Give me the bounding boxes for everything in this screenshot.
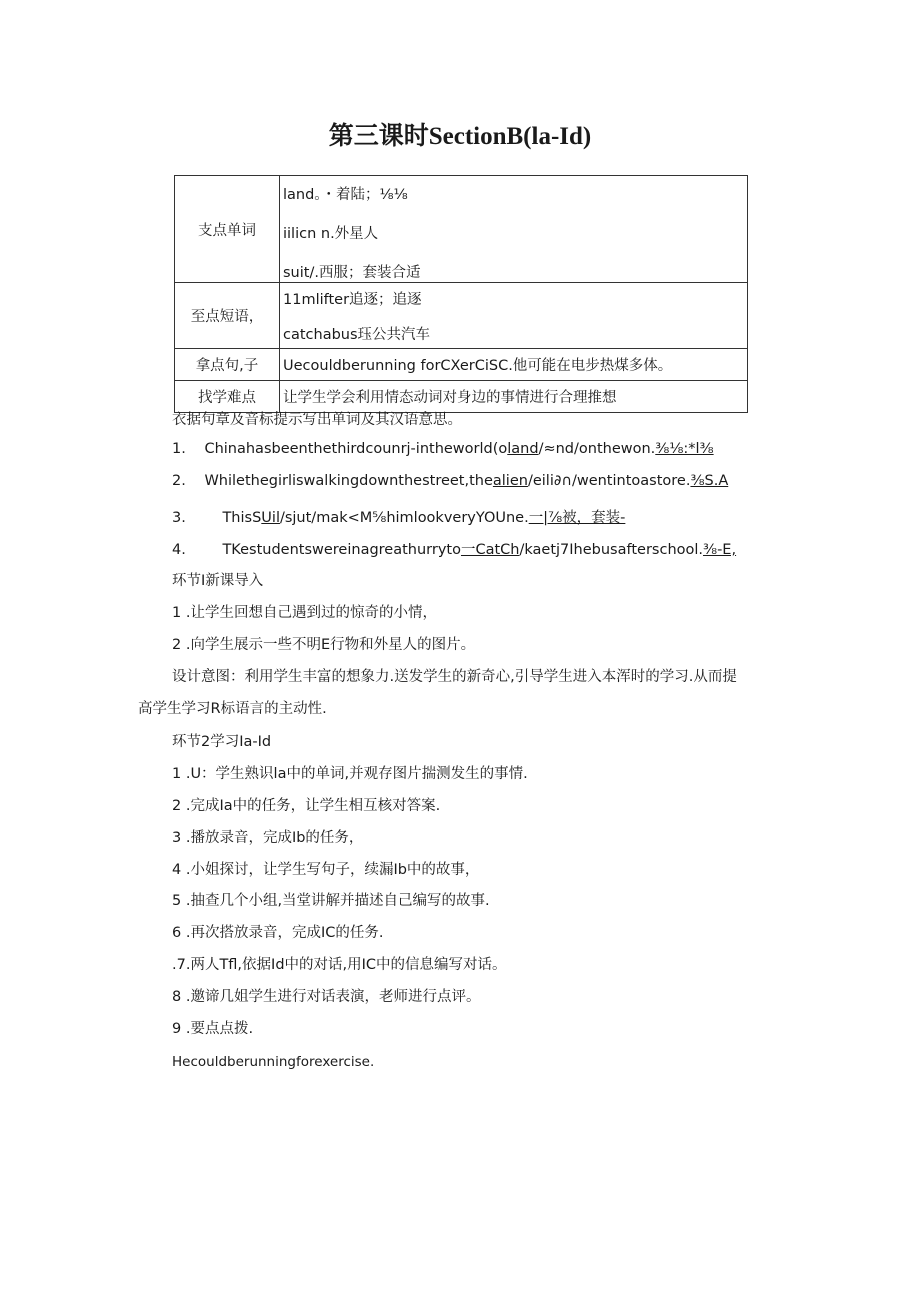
item-blank: land [507, 441, 539, 457]
item-text: /kaetj7Ihebusafterschool. [519, 542, 704, 558]
table-row [175, 349, 748, 381]
key-points-table [174, 175, 748, 413]
item-answer: ⅜S.A [690, 473, 729, 489]
item-text: /sjut/mak<M⅝himlookveryYOUne. [279, 510, 529, 526]
exercise-item [172, 506, 625, 527]
word-line: suit/.西服；套装合适 [283, 265, 421, 281]
list-item: 1 .U：学生熟识la中的单词,并观存图片揣测发生的事情. [172, 766, 528, 782]
example-sentence: Hecouldberunningforexercise. [172, 1054, 375, 1070]
list-item: .7.两人Tfl,依据Id中的对话,用IC中的信息编写对话。 [172, 957, 507, 973]
list-item: 2 .向学生展示一些不明E行物和外星人的图片。 [172, 637, 476, 653]
item-text: /eili∂∩/wentintoastore. [527, 473, 691, 489]
sentence-cell: Uecouldberunning forCXerCiSC.他可能在电步热煤多体。 [280, 349, 748, 381]
item-number: 2. [172, 473, 186, 489]
list-item: 1 .让学生回想自己遇到过的惊奇的小情， [172, 605, 437, 621]
item-answer: 一|⅞被，套装- [528, 510, 626, 526]
word-line: iilicn n.外星人 [283, 226, 379, 242]
list-item: 2 .完成Ia中的任务，让学生相互核对答案. [172, 798, 441, 814]
list-item: 5 .抽查几个小组,当堂讲解并描述自己编写的故事. [172, 893, 490, 909]
section2-heading: 环节2学习Ia-Id [172, 734, 272, 750]
table-row [175, 176, 748, 283]
design-intent-line: 高学生学习R标语言的主动性. [138, 701, 327, 717]
exercise-item [172, 441, 714, 457]
exercise-item [172, 473, 728, 489]
section1-heading: 环节I新课导入 [172, 573, 264, 589]
item-number: 3. [172, 510, 186, 526]
sentence-label: 拿点句,子 [175, 349, 280, 381]
words-cell [280, 176, 748, 283]
page-title: 第三课时SectionB(la-Id) [328, 123, 592, 150]
difficulty-label: 找学难点 [175, 381, 280, 413]
item-number: 1. [172, 441, 186, 457]
list-item: 6 .再次搭放录音，完成IC的任务. [172, 925, 384, 941]
item-text: TKestudentswereinagreathurryto [222, 542, 461, 558]
item-text: ThisS [222, 510, 262, 526]
item-blank: Uil [261, 510, 280, 526]
table-row [175, 283, 748, 349]
list-item: 3 .播放录音，完成Ib的任务， [172, 830, 364, 846]
item-number: 4. [172, 542, 186, 558]
item-blank: alien [492, 473, 528, 489]
word-line: land。・着陆；⅛⅛ [283, 187, 408, 203]
phrases-label: 至点短语， [175, 283, 280, 349]
words-label: 支点单词 [175, 176, 280, 283]
item-answer: ⅜⅛:*l⅜ [655, 441, 714, 457]
list-item: 9 .要点点拨. [172, 1021, 254, 1037]
exercise-instruction: 衣据句章及音标提示写出单词及其汉语意思。 [172, 412, 462, 428]
item-answer: ⅜-E, [703, 542, 737, 558]
list-item: 4 .小姐探讨，让学生写句子，续漏Ib中的故事， [172, 862, 480, 878]
design-intent-line: 设计意图：利用学生丰富的想象力.送发学生的新奇心,引导学生进入本浑时的学习.从而提 [172, 669, 737, 685]
item-text: Chinahasbeenthethirdcounrj-intheworld(o [204, 441, 508, 457]
item-text: /≈nd/onthewon. [538, 441, 656, 457]
difficulty-cell: 让学生学会利用情态动词对身边的事情进行合理推想 [280, 381, 748, 413]
phrase-line: 11mlifter追逐；追逐 [283, 292, 422, 308]
item-blank: 一CatCh [460, 542, 520, 558]
list-item: 8 .邀谛几姐学生进行对话表演，老师进行点评。 [172, 989, 481, 1005]
phrase-line: catchabus珏公共汽车 [283, 327, 431, 343]
item-text: Whilethegirliswalkingdownthestreet,the [204, 473, 493, 489]
exercise-item [172, 538, 736, 559]
phrases-cell [280, 283, 748, 349]
